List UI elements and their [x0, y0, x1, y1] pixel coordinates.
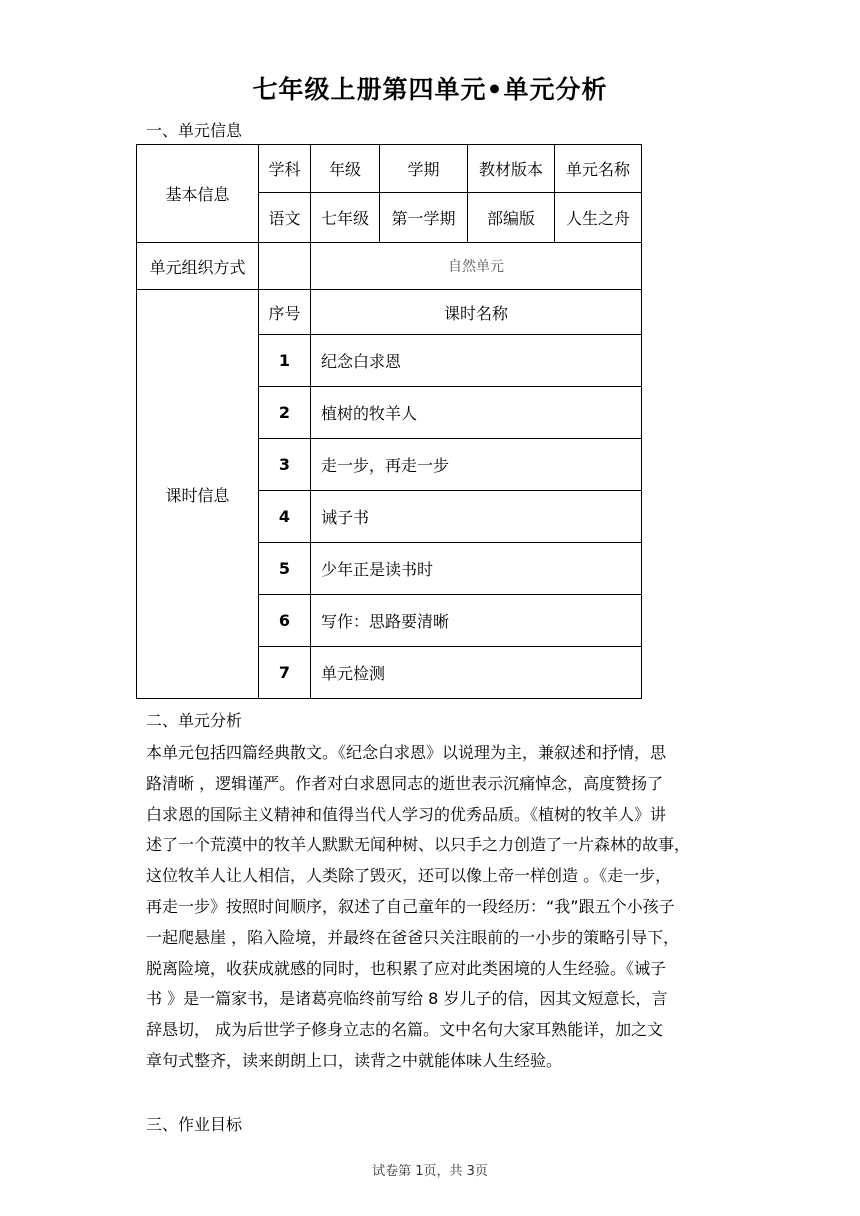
- lesson-info-label: 课时信息: [137, 290, 259, 699]
- paragraph-line: 路清晰 ，逻辑谨严。作者对白求恩同志的逝世表示沉痛悼念，高度赞扬了: [146, 773, 664, 793]
- paragraph-line: 辞恳切， 成为后世学子修身立志的名篇。文中名句大家耳熟能详，加之文: [146, 1020, 664, 1040]
- paragraph-line: 脱离险境，收获成就感的同时，也积累了应对此类困境的人生经验。《诫子: [146, 958, 667, 978]
- section-heading-unit-analysis: 二、单元分析: [146, 711, 243, 730]
- page-footer: 试卷第 1页，共 3页: [372, 1164, 488, 1179]
- lesson-name: 植树的牧羊人: [311, 387, 642, 439]
- section-heading-unit-info: 一、单元信息: [146, 121, 243, 140]
- paragraph-line: 述了一个荒漠中的牧羊人默默无闻种树、以只手之力创造了一片森林的故事，: [146, 835, 691, 855]
- value-unit-name: 人生之舟: [555, 193, 642, 243]
- value-grade: 七年级: [311, 193, 380, 243]
- header-subject: 学科: [259, 145, 311, 193]
- paragraph-line: 再走一步》按照时间顺序，叙述了自己童年的一段经历：“我”跟五个小孩子: [146, 896, 675, 916]
- lesson-no-header: 序号: [259, 290, 311, 335]
- header-unit-name: 单元名称: [555, 145, 642, 193]
- lesson-name-header: 课时名称: [311, 290, 642, 335]
- value-edition: 部编版: [468, 193, 555, 243]
- org-method-value: 自然单元: [311, 243, 642, 290]
- lesson-name: 诫子书: [311, 491, 642, 543]
- paragraph-line: 一起爬悬崖 ，陷入险境，并最终在爸爸只关注眼前的一小步的策略引导下，: [146, 927, 680, 947]
- lesson-name: 少年正是读书时: [311, 543, 642, 595]
- paragraph-line: 书 》是一篇家书，是诸葛亮临终前写给 8 岁儿子的信，因其文短意长，言: [146, 989, 668, 1009]
- org-method-empty-cell: [259, 243, 311, 290]
- lesson-no: 6: [259, 595, 311, 647]
- lesson-no: 1: [259, 335, 311, 387]
- lesson-no: 7: [259, 647, 311, 699]
- lesson-no: 2: [259, 387, 311, 439]
- lesson-no: 3: [259, 439, 311, 491]
- lesson-name: 纪念白求恩: [311, 335, 642, 387]
- value-term: 第一学期: [380, 193, 468, 243]
- lesson-name: 写作：思路要清晰: [311, 595, 642, 647]
- header-term: 学期: [380, 145, 468, 193]
- lesson-name: 单元检测: [311, 647, 642, 699]
- header-edition: 教材版本: [468, 145, 555, 193]
- basic-info-label: 基本信息: [137, 145, 259, 243]
- paragraph-line: 这位牧羊人让人相信，人类除了毁灭，还可以像上帝一样创造 。《走一步，: [146, 866, 672, 886]
- section-heading-homework-goals: 三、作业目标: [146, 1115, 243, 1134]
- page-title: 七年级上册第四单元•单元分析: [252, 75, 608, 104]
- lesson-no: 5: [259, 543, 311, 595]
- paragraph-line: 白求恩的国际主义精神和值得当代人学习的优秀品质。《植树的牧羊人》讲: [146, 804, 667, 824]
- unit-info-table: [136, 144, 642, 699]
- lesson-name: 走一步，再走一步: [311, 439, 642, 491]
- org-method-label: 单元组织方式: [137, 243, 259, 290]
- paragraph-line: 章句式整齐，读来朗朗上口，读背之中就能体味人生经验。: [146, 1050, 563, 1070]
- paragraph-line: 本单元包括四篇经典散文。《纪念白求恩》以说理为主，兼叙述和抒情，思: [146, 743, 667, 762]
- lesson-no: 4: [259, 491, 311, 543]
- value-subject: 语文: [259, 193, 311, 243]
- header-grade: 年级: [311, 145, 380, 193]
- unit-analysis-paragraph: [146, 738, 726, 1077]
